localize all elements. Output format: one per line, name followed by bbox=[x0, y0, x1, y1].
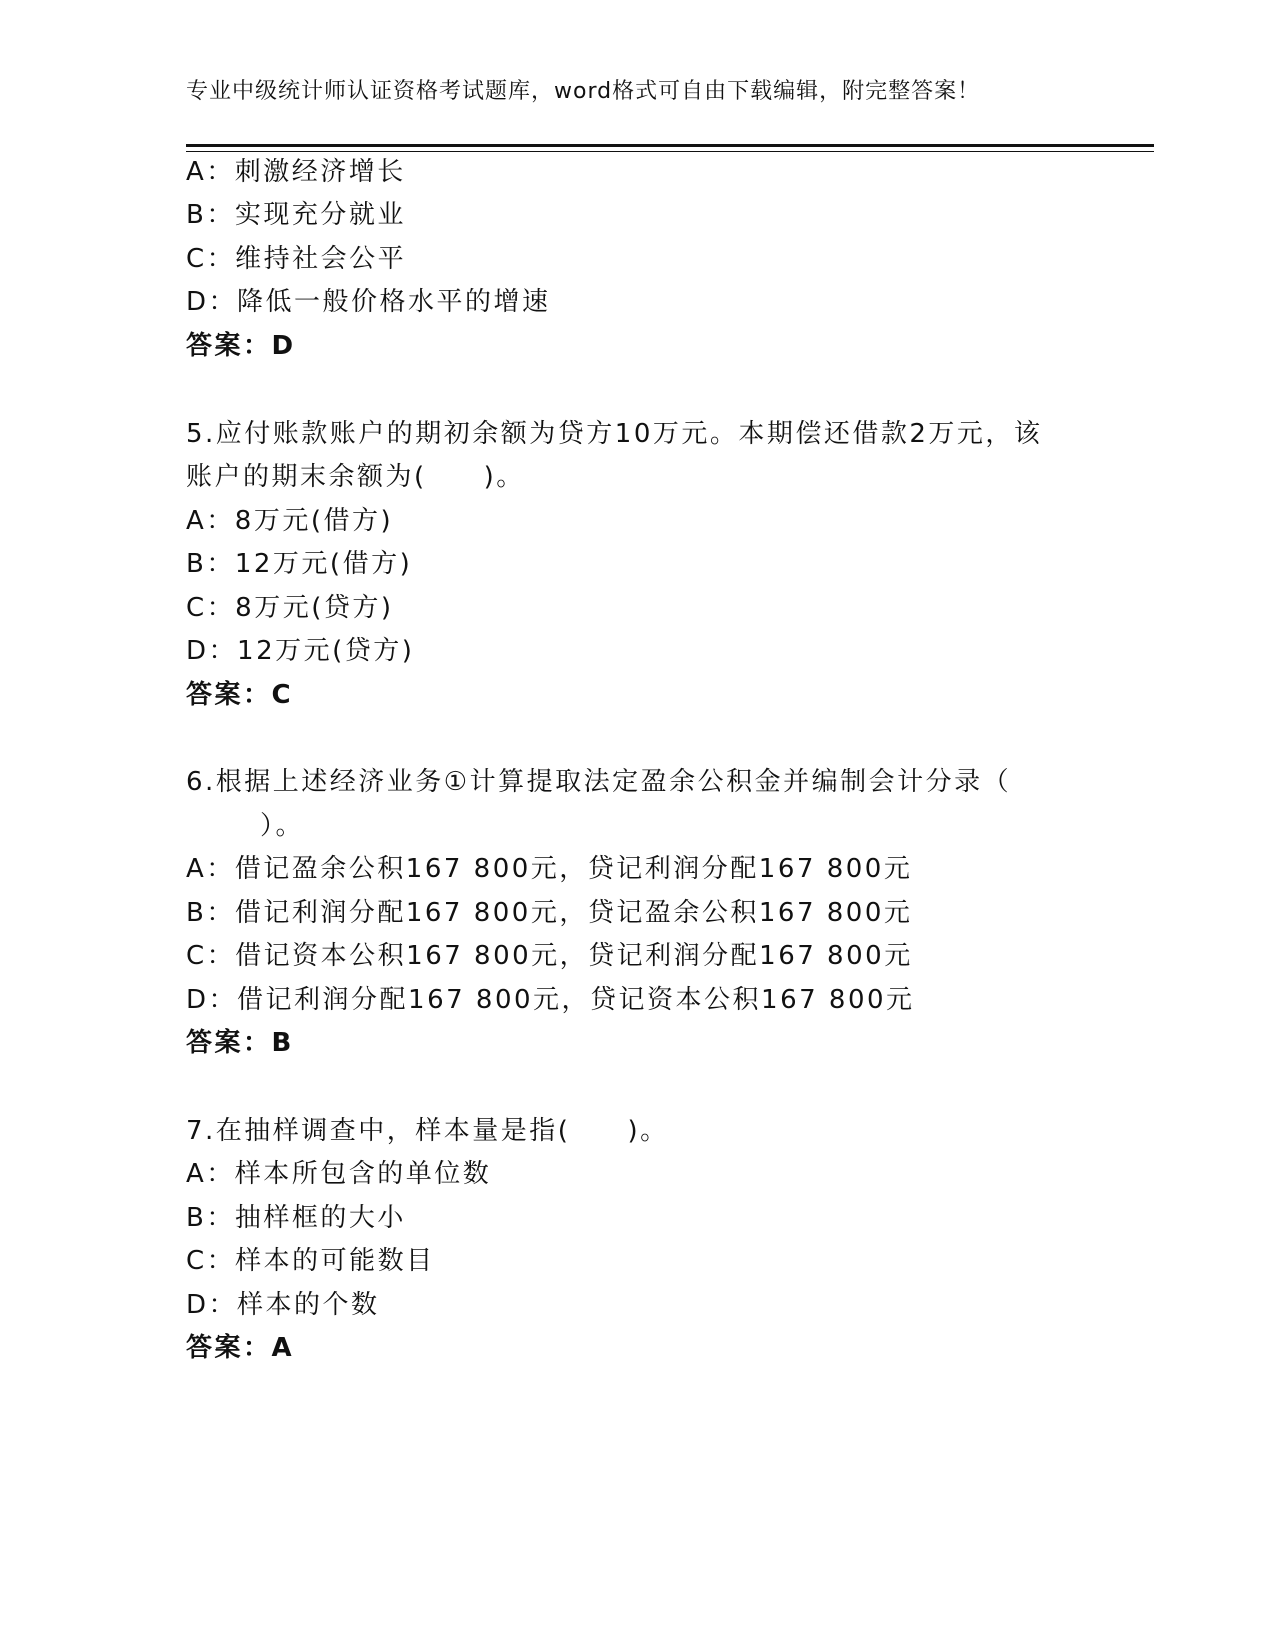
q7-answer: 答案：A bbox=[186, 1333, 295, 1363]
q6-stem-line2: ）。 bbox=[260, 811, 305, 841]
q4-option-b: B：实现充分就业 bbox=[186, 200, 406, 230]
q7-stem-line1: 7.在抽样调查中，样本量是指( )。 bbox=[186, 1116, 669, 1146]
q6-stem-line1: 6.根据上述经济业务①计算提取法定盈余公积金并编制会计分录（ bbox=[186, 767, 1012, 797]
q6-option-a: A：借记盈余公积167 800元，贷记利润分配167 800元 bbox=[186, 854, 913, 884]
page-header: 专业中级统计师认证资格考试题库，word格式可自由下载编辑，附完整答案！ bbox=[186, 79, 981, 104]
q5-option-a: A：8万元(借方) bbox=[186, 506, 394, 536]
q5-option-d: D：12万元(贷方) bbox=[186, 636, 415, 666]
q5-option-b: B：12万元(借方) bbox=[186, 549, 413, 579]
q5-answer: 答案：C bbox=[186, 680, 294, 710]
q7-option-a: A：样本所包含的单位数 bbox=[186, 1159, 492, 1189]
q6-option-c: C：借记资本公积167 800元，贷记利润分配167 800元 bbox=[186, 941, 913, 971]
q7-option-c: C：样本的可能数目 bbox=[186, 1246, 435, 1276]
q7-option-b: B：抽样框的大小 bbox=[186, 1203, 406, 1233]
q5-stem-line1: 5.应付账款账户的期初余额为贷方10万元。本期偿还借款2万元，该 bbox=[186, 419, 1043, 449]
header-rule-thick bbox=[186, 144, 1154, 147]
q5-stem-line2: 账户的期末余额为( )。 bbox=[186, 462, 525, 492]
q4-option-a: A：刺激经济增长 bbox=[186, 157, 406, 187]
q6-option-d: D：借记利润分配167 800元，贷记资本公积167 800元 bbox=[186, 985, 915, 1015]
q4-option-d: D：降低一般价格水平的增速 bbox=[186, 287, 551, 317]
header-rule-thin bbox=[186, 151, 1154, 152]
q6-answer: 答案：B bbox=[186, 1028, 294, 1058]
q4-option-c: C：维持社会公平 bbox=[186, 244, 407, 274]
q4-answer: 答案：D bbox=[186, 331, 296, 361]
q6-option-b: B：借记利润分配167 800元，贷记盈余公积167 800元 bbox=[186, 898, 913, 928]
q7-option-d: D：样本的个数 bbox=[186, 1290, 380, 1320]
q5-option-c: C：8万元(贷方) bbox=[186, 593, 394, 623]
